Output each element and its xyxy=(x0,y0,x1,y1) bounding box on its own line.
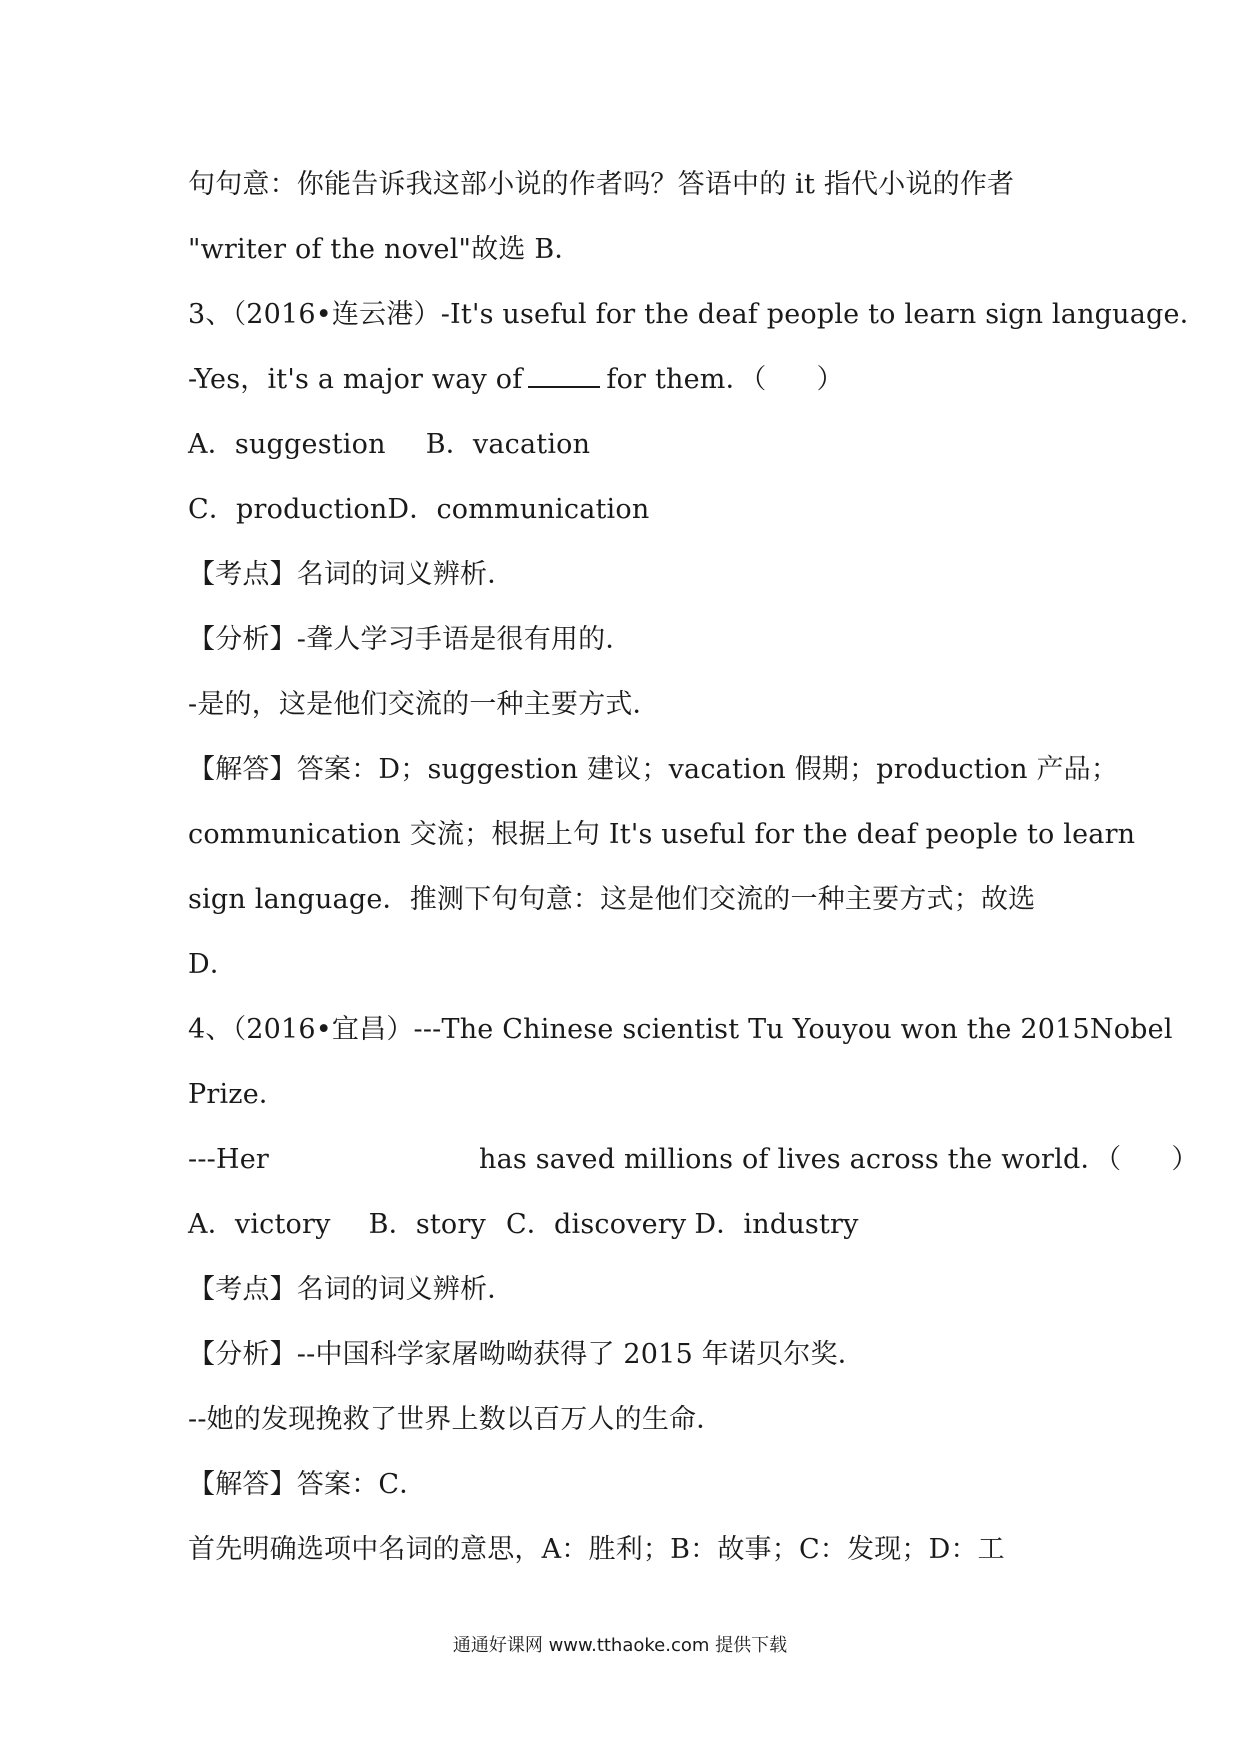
question-3-stem: 3、（2016•连云港）-It's useful for the deaf people to learn sign language． xyxy=(188,299,1207,330)
question-3-options-ab xyxy=(188,412,1058,477)
question-3-reply xyxy=(188,347,1058,412)
question-3-answer: sign language．推测下句句意：这是他们交流的一种主要方式；故选 xyxy=(188,884,1036,915)
question-4-explanation: 首先明确选项中名词的意思，A：胜利；B：故事；C：发现；D：工 xyxy=(188,1534,1005,1565)
answer-blank xyxy=(528,366,600,388)
reply-text-before: ---Her xyxy=(188,1144,270,1175)
question-3-answer: 【解答】答案：D；suggestion 建议；vacation 假期；production 产品； xyxy=(188,754,1119,785)
paren-close: ） xyxy=(816,364,844,395)
page-footer: 通通好课网 www.tthaoke.com 提供下载 xyxy=(452,1635,788,1656)
question-4-analysis: 【分析】--中国科学家屠呦呦获得了 2015 年诺贝尔奖． xyxy=(188,1339,865,1370)
question-3-answer: D． xyxy=(188,949,238,980)
question-4-stem: 4、（2016•宜昌）---The Chinese scientist Tu Youyou won the 2015Nobel xyxy=(188,1014,1173,1045)
reply-text-after: for them．（ xyxy=(606,364,767,395)
reply-text-after: has saved millions of lives across the world．（ xyxy=(479,1144,1122,1175)
paren-close: ） xyxy=(1171,1144,1199,1175)
option-b: B．vacation xyxy=(425,429,591,460)
option-b: B．story xyxy=(368,1209,486,1240)
document-body xyxy=(188,152,1207,1582)
text-line: "writer of the novel"故选 B． xyxy=(188,234,582,265)
question-4-kaodian: 【考点】名词的词义辨析． xyxy=(188,1274,515,1305)
question-3-options-cd: C．productionD．communication xyxy=(188,494,650,525)
question-4-answer: 【解答】答案：C． xyxy=(188,1469,427,1500)
question-3-analysis: 【分析】-聋人学习手语是很有用的． xyxy=(188,624,633,655)
question-4-analysis: --她的发现挽救了世界上数以百万人的生命． xyxy=(188,1404,724,1435)
question-3-analysis: -是的，这是他们交流的一种主要方式． xyxy=(188,689,660,720)
reply-text-before: -Yes，it's a major way of xyxy=(188,364,523,395)
option-c: C．discovery xyxy=(505,1209,687,1240)
option-a: A．suggestion xyxy=(188,429,386,460)
question-4-reply xyxy=(188,1127,1199,1192)
option-a: A．victory xyxy=(188,1209,331,1240)
question-3-answer: communication 交流；根据上句 It's useful for the deaf people to learn xyxy=(188,819,1136,850)
question-4-options xyxy=(188,1192,1058,1257)
text-line: 句句意：你能告诉我这部小说的作者吗？答语中的 it 指代小说的作者 xyxy=(188,169,1015,200)
option-d: D．industry xyxy=(694,1209,859,1240)
question-4-stem: Prize． xyxy=(188,1079,287,1110)
question-3-kaodian: 【考点】名词的词义辨析． xyxy=(188,559,515,590)
